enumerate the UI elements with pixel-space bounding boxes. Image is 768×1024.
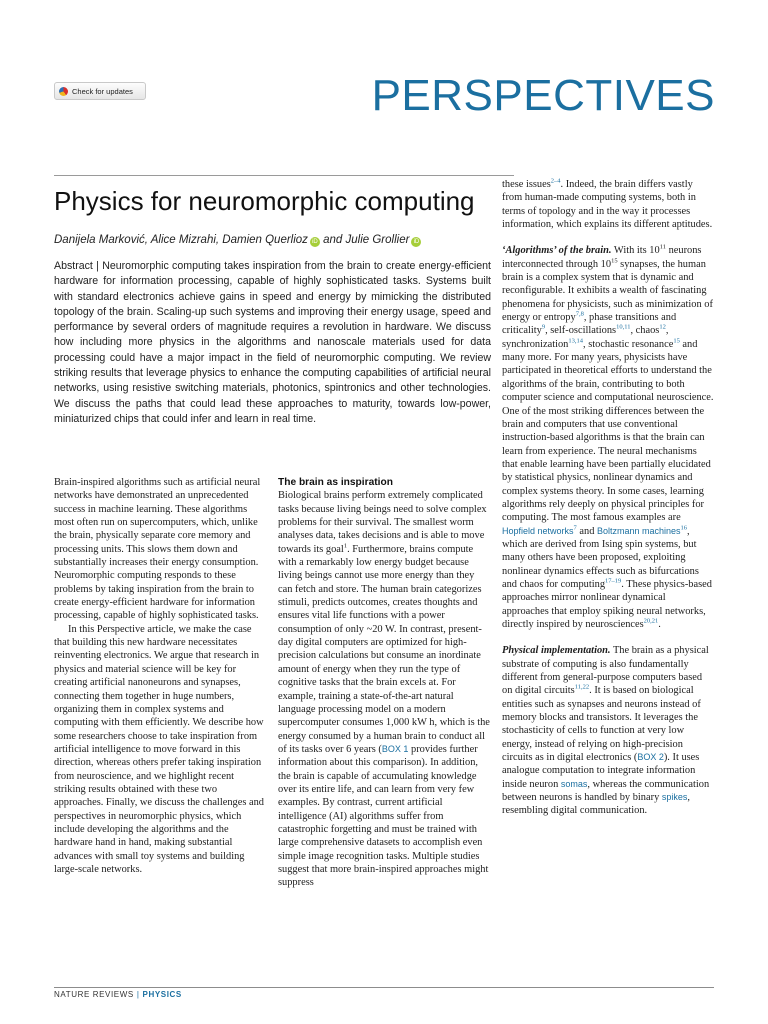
somas-link[interactable]: somas: [560, 778, 588, 789]
paragraph: these issues$^{2-4}$. Indeed, the brain differs vastly from human-made computing systems, both in terms of topology and in the way it processes information, which explains its different aptitudes.: [502, 177, 713, 231]
section-heading: The brain as inspiration: [278, 477, 393, 488]
citation[interactable]: 9: [541, 323, 546, 331]
paragraph-gap: [502, 631, 714, 644]
paragraph: Brain-inspired algorithms such as artificial neural networks have demonstrated an unprecedented success in machine learning. These algorithms most often run on supercomputers, which, unlike the brain, physically separate core memory and processing units. This slows them down and substantially increases their energy consumption. Neuromorphic computing responds to these problems by taking inspiration from the brain to create energy-efficient hardware for information processing, capable of highly sophisticated tasks.: [54, 477, 261, 622]
box-2-link[interactable]: BOX 2: [637, 752, 664, 763]
journal-name: NATURE REVIEWS: [54, 990, 134, 999]
author-list: [54, 234, 514, 247]
citation[interactable]: 1: [343, 542, 348, 550]
citation[interactable]: 10,11: [616, 323, 631, 331]
authors-part-1: Danijela Marković, Alice Mizrahi, Damien Querlioz: [54, 234, 308, 246]
footer-separator: |: [136, 990, 140, 999]
abstract: Abstract | Neuromorphic computing takes inspiration from the brain to create energy-efficient hardware for information processing, capable of highly sophisticated tasks. Systems built with standard electronics achieve gains in speed and energy by mimicking the distributed topology of the brain. Scaling-up such systems and improving their energy usage, speed and performance by several orders of magnitude requires a revolution in hardware. We discuss how including more physics in the algorithms and nanoscale materials used for data processing could have a major impact in the field of neuromorphic computing. We review striking results that leverage physics to enhance the computing capabilities of artificial neural networks, using resistive switching materials, photonics, spintronics and other technologies. We discuss the paths that could lead these approaches to maturity, towards low-power, miniaturized chips that could infer and learn in real time.: [54, 260, 491, 425]
citation[interactable]: 12: [659, 323, 666, 331]
paragraph: ‘Algorithms’ of the brain. With its 10$^{11}$ neurons interconnected through 10$^{15}$ synapses, the human brain is a complex system that is dynamic and reconfigurable. It exhibits a wealth of fascinating phenomena for physicists, such as minimization of energy or entropy$^{7,8}$, phase transitions and criticality$^9$, self-oscillations$^{10,11}$, chaos$^{12}$, synchronization$^{13,14}$, stochastic resonance$^{15}$ and many more. For many years, physicists have participated in theoretical efforts to understand the algorithms of the brain, contributing to both computer science and computational neuroscience. One of the most striking differences between the brain and computers that use conventional instruction-based algorithms is that the brain can learn from experience. The neural mechanisms that enable learning have been partially elucidated by statistical physics, nonlinear dynamics and complex systems theory. In some cases, learning algorithms rely deeply on physical principles for computing. The most famous examples are Hopfield networks$^7$ and Boltzmann machines$^{16}$, which are derived from Ising spin systems, but many others have been proposed, exploiting nonlinear dynamics effects such as bifurcations and chaos for computing$^{17-19}$. These physics-based approaches mirror nonlinear dynamical approaches that employ spiking neural networks, directly inspired by neurosciences$^{20,21}$.: [502, 243, 714, 630]
spikes-link[interactable]: spikes: [661, 792, 688, 803]
paragraph-gap: [502, 231, 714, 244]
citation[interactable]: 16: [680, 524, 688, 532]
running-footer: [54, 990, 182, 999]
citation[interactable]: 20,21: [643, 617, 659, 625]
citation[interactable]: 11,22: [574, 683, 590, 691]
footer-rule: [54, 987, 714, 988]
citation[interactable]: 2–4: [550, 177, 561, 185]
citation[interactable]: 7: [573, 524, 577, 532]
hopfield-networks-link[interactable]: Hopfield networks: [502, 525, 574, 536]
box-1-link[interactable]: BOX 1: [381, 743, 409, 754]
boltzmann-machines-link[interactable]: Boltzmann machines: [597, 525, 681, 536]
citation[interactable]: 13,14: [568, 337, 583, 345]
subsection-heading: Physical implementation.: [502, 645, 611, 657]
body-column-1: [54, 476, 266, 876]
paragraph: Physical implementation. The brain as a physical substrate of computing is also fundamentally different from general-purpose computers based on digital circuits$^{11,22}$. It is based on biological entities such as synapses and neurons instead of memory blocks and transistors. It leverages the stochasticity of cells to function at very low energy, instead of relying on high-precision circuits as in digital electronics (BOX 2). It uses analogue computation to integrate information inside neuron somas, whereas the communication between neurons is handled by binary spikes, resembling digital communication.: [502, 645, 710, 817]
citation[interactable]: 17–19: [605, 577, 622, 585]
body-column-2: [278, 476, 490, 890]
paragraph: In this Perspective article, we make the case that building this new hardware necessitates reinventing electronics. We argue that research in physics and material science will be key for creating artificial nanoneurons and synapses, connecting them together in huge numbers, organizing them in complex systems and computing with them efficiently. We describe how some researchers choose to take inspiration from artificial intelligence to move forward in this direction, whereas others prefer taking inspiration from neuroscience, and we highlight recent striking results obtained with these two approaches. Finally, we discuss the challenges and perspectives in neuromorphic physics, which include developing the algorithms and the hardware hand in hand, making substantial advances with small toy systems and building large-scale networks.: [54, 623, 264, 875]
authors-part-2: and Julie Grollier: [319, 234, 410, 246]
check-for-updates-button[interactable]: [54, 82, 146, 100]
article-title: Physics for neuromorphic computing: [54, 186, 475, 216]
crossmark-icon: [59, 87, 68, 96]
journal-subject: PHYSICS: [142, 990, 182, 999]
orcid-icon[interactable]: iD: [310, 237, 320, 247]
section-title: PERSPECTIVES: [371, 71, 715, 120]
orcid-icon[interactable]: iD: [411, 237, 421, 247]
paragraph: Biological brains perform extremely complicated tasks because living beings need to solve complex problems for their survival. The smallest worm analyses data, takes decisions and is able to move towards its goal$^1$. Furthermore, brains compute with a remarkably low energy budget because living beings cannot use more energy than they can fetch and store. The human brain categorizes stimuli, predicts outcomes, creates thoughts and ensures vital life functions with a power consumption of only ~20 W. In contrast, present-day digital computers are optimized for high-precision calculations but consume an inordinate amount of energy when they run the type of cognitive tasks that the brain excels at. For example, training a state-of-the-art natural language processing model on a modern supercomputer consumes 1,000 kW h, which is the energy consumed by a human brain to conduct all of its tasks over 6 years (BOX 1 provides further information about this comparison). In addition, the brain is capable of accumulating knowledge over its entire life, and can learn from very few examples. By contrast, current artificial intelligence (AI) algorithms suffer from catastrophic forgetting and must be trained with large comprehensive datasets to accomplish even simple image recognition tasks. Multiple studies suggest that more brain-inspired approaches might suppress: [278, 490, 490, 889]
citation[interactable]: 7,8: [575, 310, 584, 318]
title-rule: [54, 175, 514, 176]
check-for-updates-label: Check for updates: [72, 86, 133, 96]
body-column-3: [502, 178, 714, 818]
citation[interactable]: 15: [673, 337, 680, 345]
subsection-heading: ‘Algorithms’ of the brain.: [502, 245, 612, 257]
